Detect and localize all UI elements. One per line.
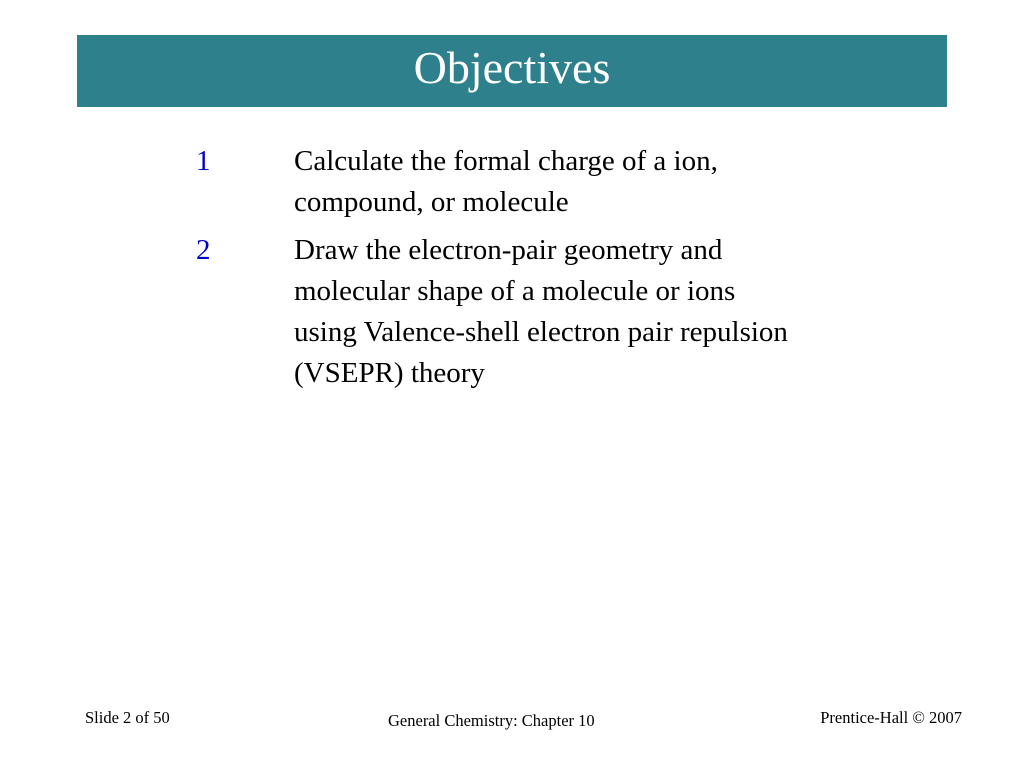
objective-line: compound, or molecule bbox=[294, 186, 569, 218]
objective-line: (VSEPR) theory bbox=[294, 357, 485, 389]
slide-title: Objectives bbox=[413, 42, 611, 93]
objective-text bbox=[294, 230, 914, 394]
copyright-label: Prentice-Hall © 2007 bbox=[820, 708, 962, 727]
objective-line: Draw the electron-pair geometry and bbox=[294, 234, 723, 266]
objective-number: 1 bbox=[196, 145, 211, 177]
objective-line: Calculate the formal charge of a ion, bbox=[294, 145, 718, 177]
slide-counter: Slide 2 of 50 bbox=[85, 708, 170, 727]
objective-line: using Valence-shell electron pair repulsion bbox=[294, 316, 788, 348]
objective-line: molecular shape of a molecule or ions bbox=[294, 275, 736, 307]
course-label: General Chemistry: Chapter 10 bbox=[388, 711, 595, 730]
objective-number: 2 bbox=[196, 234, 211, 266]
objective-text bbox=[294, 141, 914, 223]
